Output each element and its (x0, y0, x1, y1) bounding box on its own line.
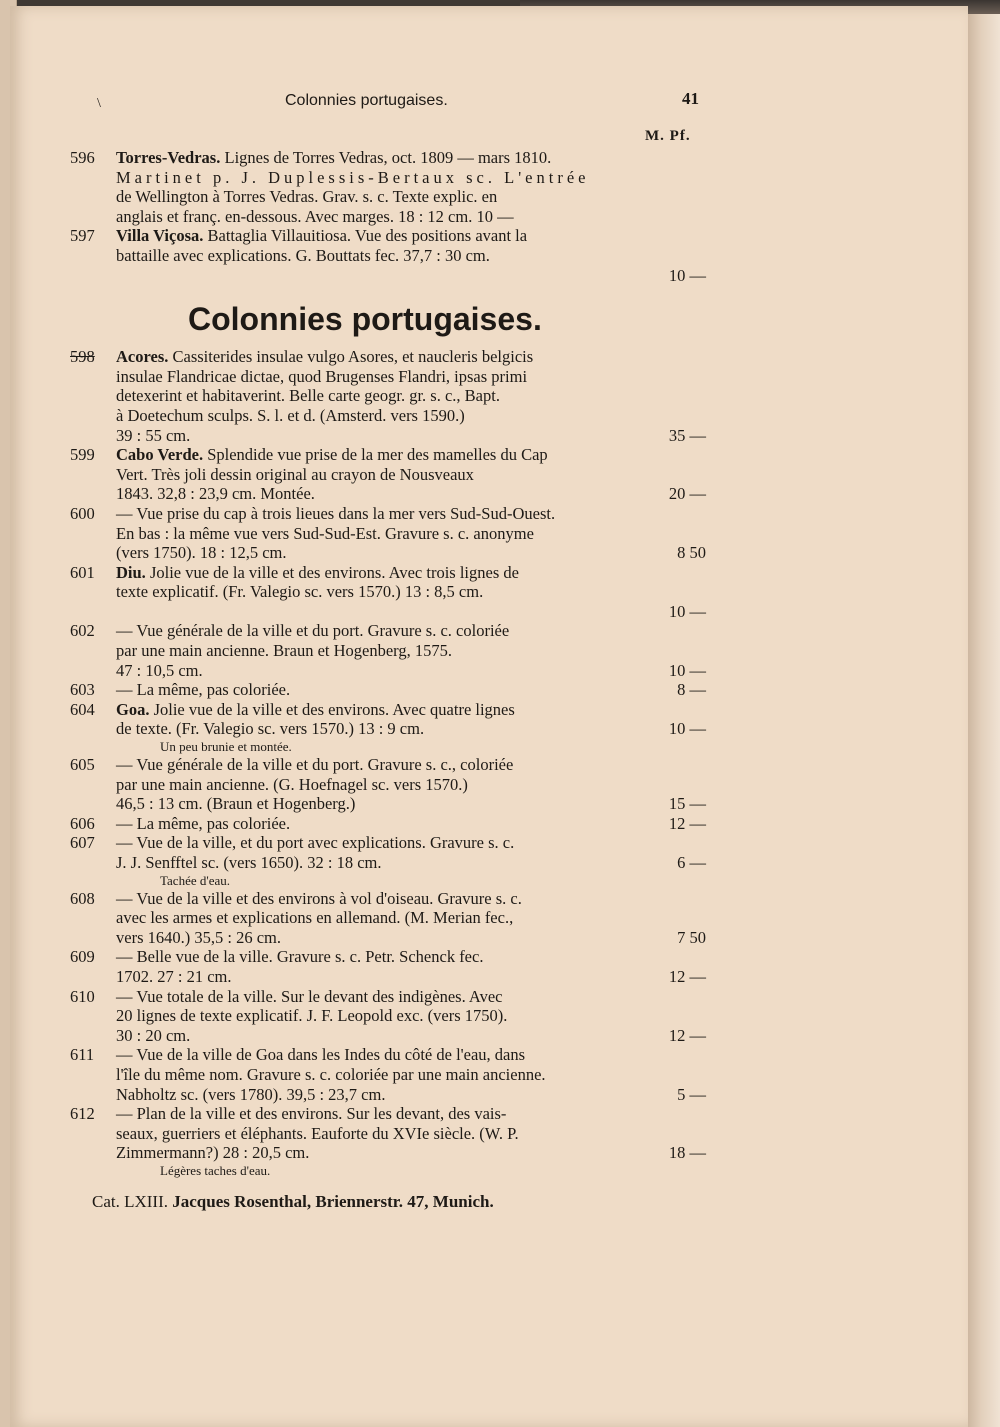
listing-line (70, 426, 710, 446)
lot-title: Cabo Verde. (116, 445, 204, 465)
lot-description: Zimmermann?) 28 : 20,5 cm. (116, 1143, 310, 1163)
lot-number: 597 (70, 226, 95, 246)
lot-description: par une main ancienne. (G. Hoefnagel sc. vers 1570.) (116, 774, 468, 794)
listing-line (70, 967, 710, 987)
lot-description: Lignes de Torres Vedras, oct. 1809 — mars 1810. (220, 148, 552, 167)
condition-text: Tachée d'eau. (160, 872, 230, 888)
listing-line (70, 524, 710, 544)
lot-text (116, 853, 382, 873)
lot-number: 607 (70, 833, 95, 853)
lot-description: 1843. 32,8 : 23,9 cm. Montée. (116, 484, 315, 504)
lot-description: anglais et franç. en-dessous. Avec marges. 18 : 12 cm. 10 — (116, 206, 514, 226)
pencil-tick: \ (97, 96, 101, 111)
lot-text (116, 426, 190, 446)
lot-number: 605 (70, 755, 95, 775)
listing-line (70, 347, 710, 367)
lot-description: vers 1640.) 35,5 : 26 cm. (116, 927, 281, 947)
footer-firm: Jacques Rosenthal, (172, 1192, 312, 1211)
lot-text (116, 226, 527, 246)
lot-description: detexerint et habitaverint. Belle carte geogr. gr. s. c., Bapt. (116, 386, 500, 406)
lot-description: battaille avec explications. G. Bouttats fec. 37,7 : 30 cm. (116, 245, 490, 265)
lot-description: de Wellington à Torres Vedras. Grav. s. c. Texte explic. en (116, 187, 498, 207)
listing-line (70, 504, 710, 524)
lot-number: 604 (70, 699, 95, 719)
currency-header: M. Pf. (645, 128, 691, 144)
lot-text (116, 1006, 507, 1026)
listing-line (70, 543, 710, 563)
lot-text (116, 928, 281, 948)
lot-description: Cassiterides insulae vulgo Asores, et naucleris belgicis (168, 347, 534, 367)
section-heading (70, 291, 710, 347)
lot-text (116, 987, 503, 1007)
lot-description: — Vue de la ville de Goa dans les Indes du côté de l'eau, dans (116, 1045, 526, 1065)
listing-line (70, 680, 710, 700)
lot-text (116, 367, 527, 387)
lot-description: par une main ancienne. Braun et Hogenberg, 1575. (116, 641, 453, 661)
entries-block-2 (70, 347, 710, 1179)
lot-price: 10 — (668, 660, 706, 680)
listing-line (70, 386, 710, 406)
condition-note (70, 739, 710, 755)
lot-text (116, 814, 290, 834)
lot-number: 606 (70, 813, 95, 833)
listing-line (70, 814, 710, 834)
lot-text (116, 347, 533, 367)
lot-price: 12 — (668, 1025, 706, 1045)
section-heading-text: Colonnies portugaises. (188, 301, 542, 338)
listing-line (70, 928, 710, 948)
lot-text (116, 1045, 525, 1065)
lot-text (116, 755, 513, 775)
listing-line (70, 853, 710, 873)
lot-text (116, 1085, 385, 1105)
lot-description: Battaglia Villauitiosa. Vue des positions avant la (203, 226, 528, 246)
lot-text (116, 833, 514, 853)
lot-description: Splendide vue prise de la mer des mamelles du Cap (203, 445, 548, 465)
listing-line (70, 794, 710, 814)
listing-line (70, 908, 710, 928)
lot-description: — Vue de la ville et des environs à vol d'oiseau. Gravure s. c. (116, 888, 522, 908)
listing-line (70, 833, 710, 853)
lot-text (116, 524, 534, 544)
listing-line (70, 755, 710, 775)
listing-line (70, 465, 710, 485)
lot-text (116, 484, 315, 504)
entries-block-1 (70, 148, 710, 285)
lot-number: 596 (70, 148, 95, 167)
lot-description: à Doetechum sculps. S. l. et d. (Amsterd. vers 1590.) (116, 405, 465, 425)
condition-note (70, 873, 710, 889)
lot-description: l'île du même nom. Gravure s. c. coloriée par une main ancienne. (116, 1064, 546, 1084)
lot-text (116, 1065, 546, 1085)
lot-description: — Vue générale de la ville et du port. Gravure s. c., coloriée (116, 755, 514, 775)
lot-description: 47 : 10,5 cm. (116, 660, 203, 680)
lot-number: 600 (70, 503, 95, 523)
listing-line (70, 168, 710, 188)
lot-text (116, 661, 203, 681)
listing-line (70, 582, 710, 602)
lot-description: 46,5 : 13 cm. (Braun et Hogenberg.) (116, 794, 356, 814)
listing-line (70, 602, 710, 622)
lot-number: 612 (70, 1104, 95, 1124)
lot-title: Torres-Vedras. (116, 148, 221, 167)
lot-description: 30 : 20 cm. (116, 1025, 191, 1045)
catalogue-footer (92, 1192, 494, 1212)
listing-line (70, 484, 710, 504)
lot-description: avec les armes et explications en allemand. (M. Merian fec., (116, 908, 514, 928)
lot-text (116, 1104, 506, 1124)
listing-line (70, 947, 710, 967)
lot-description: (vers 1750). 18 : 12,5 cm. (116, 543, 287, 563)
lot-text (116, 406, 465, 426)
listing-line (70, 621, 710, 641)
lot-price: 5 — (677, 1084, 706, 1104)
lot-text (116, 719, 424, 739)
lot-text (116, 1143, 309, 1163)
page-edge (968, 0, 1000, 1427)
listing-line (70, 563, 710, 583)
lot-number: 603 (70, 680, 95, 700)
listing-line (70, 406, 710, 426)
listing-line (70, 445, 710, 465)
lot-text (116, 889, 522, 909)
condition-text: Légères taches d'eau. (160, 1162, 271, 1178)
lot-price: 7 50 (677, 927, 706, 947)
lot-text (116, 386, 500, 406)
lot-price: 10 — (668, 265, 706, 285)
listing-line (70, 1026, 710, 1046)
listing-line (70, 266, 710, 286)
listing-line (70, 641, 710, 661)
lot-text (116, 967, 232, 987)
lot-text (116, 465, 474, 485)
lot-text (116, 700, 515, 720)
lot-number: 599 (70, 445, 95, 465)
lot-description: En bas : la même vue vers Sud-Sud-Est. Gravure s. c. anonyme (116, 523, 534, 543)
listing-line (70, 226, 710, 246)
lot-price: 10 — (668, 719, 706, 739)
listing-line (70, 148, 710, 168)
lot-price: 12 — (668, 813, 706, 833)
lot-number: 602 (70, 621, 95, 641)
lot-description: — Vue de la ville, et du port avec explications. Gravure s. c. (116, 833, 515, 853)
lot-description: Jolie vue de la ville et des environs. Avec quatre lignes (149, 699, 515, 719)
listing-line (70, 246, 710, 266)
listing-line (70, 700, 710, 720)
lot-text (116, 246, 490, 266)
lot-text (116, 1026, 190, 1046)
lot-text (116, 207, 514, 227)
listing-line (70, 187, 710, 207)
lot-text (116, 148, 551, 168)
listing-line (70, 987, 710, 1007)
lot-text (116, 504, 555, 524)
running-head: Colonnies portugaises. (285, 92, 448, 109)
lot-description: Nabholtz sc. (vers 1780). 39,5 : 23,7 cm. (116, 1084, 386, 1104)
listing-line (70, 1045, 710, 1065)
lot-text (116, 621, 509, 641)
lot-price: 8 — (677, 680, 706, 700)
listing-line (70, 719, 710, 739)
lot-price: 35 — (668, 425, 706, 445)
lot-number: 609 (70, 947, 95, 967)
lot-description: — La même, pas coloriée. (116, 680, 291, 700)
page-number: 41 (682, 89, 699, 108)
lot-price: 8 50 (677, 543, 706, 563)
listing-line (70, 1006, 710, 1026)
listing-line (70, 367, 710, 387)
listing-line (70, 1085, 710, 1105)
lot-number: 601 (70, 562, 95, 582)
lot-title: Acores. (116, 347, 169, 367)
catalogue-listing (70, 148, 710, 1179)
listing-line (70, 661, 710, 681)
lot-price: 18 — (668, 1143, 706, 1163)
lot-text (116, 582, 483, 602)
lot-description: insulae Flandricae dictae, quod Brugenses Flandri, ipsas primi (116, 366, 528, 386)
lot-number: 608 (70, 888, 95, 908)
lot-text (116, 168, 589, 188)
lot-number: 610 (70, 986, 95, 1006)
listing-line (70, 1143, 710, 1163)
lot-number: 611 (70, 1045, 95, 1065)
condition-text: Un peu brunie et montée. (160, 739, 292, 755)
lot-text (116, 641, 452, 661)
lot-title: Goa. (116, 699, 150, 719)
lot-text (116, 187, 497, 207)
lot-description: de texte. (Fr. Valegio sc. vers 1570.) 13 : 9 cm. (116, 719, 425, 739)
lot-description: Vert. Très joli dessin original au crayon de Nousveaux (116, 464, 474, 484)
lot-text (116, 775, 468, 795)
listing-line (70, 1104, 710, 1124)
listing-line (70, 207, 710, 227)
lot-price: 15 — (668, 794, 706, 814)
lot-description: 39 : 55 cm. (116, 425, 191, 445)
listing-line (70, 889, 710, 909)
lot-title: Villa Viçosa. (116, 226, 204, 246)
listing-line (70, 775, 710, 795)
lot-text (116, 794, 355, 814)
lot-description: — Vue totale de la ville. Sur le devant des indigènes. Avec (116, 986, 503, 1006)
lot-text (116, 543, 286, 563)
lot-price: 10 — (668, 601, 706, 621)
lot-title: Diu. (116, 562, 146, 582)
listing-line (70, 1065, 710, 1085)
listing-line (70, 1124, 710, 1144)
lot-description: J. J. Senfftel sc. (vers 1650). 32 : 18 cm. (116, 853, 382, 872)
lot-text (116, 908, 513, 928)
lot-description: — Vue prise du cap à trois lieues dans la mer vers Sud-Sud-Ouest. (116, 503, 556, 523)
lot-description: 20 lignes de texte explicatif. J. F. Leopold exc. (vers 1750). (116, 1006, 508, 1026)
lot-text (116, 680, 290, 700)
lot-description: seaux, guerriers et éléphants. Eauforte du XVIe siècle. (W. P. (116, 1123, 519, 1143)
lot-text (116, 947, 483, 967)
lot-description: — Belle vue de la ville. Gravure s. c. Petr. Schenck fec. (116, 947, 484, 967)
condition-note (70, 1163, 710, 1179)
lot-text (116, 445, 548, 465)
lot-description: — Plan de la ville et des environs. Sur les devant, des vais- (116, 1104, 507, 1124)
lot-price: 12 — (668, 966, 706, 986)
lot-description: Jolie vue de la ville et des environs. Avec trois lignes de (145, 562, 519, 582)
lot-description: — Vue générale de la ville et du port. Gravure s. c. coloriée (116, 621, 510, 641)
lot-number: 598 (70, 347, 95, 367)
lot-price: 20 — (668, 484, 706, 504)
footer-address: Briennerstr. 47, Munich. (315, 1192, 494, 1211)
lot-description: Martinet p. J. Duplessis-Bertaux sc. L'entrée (116, 167, 590, 187)
lot-description: — La même, pas coloriée. (116, 813, 291, 833)
lot-text (116, 1124, 519, 1144)
lot-description: 1702. 27 : 21 cm. (116, 966, 232, 986)
lot-description: texte explicatif. (Fr. Valegio sc. vers 1570.) 13 : 8,5 cm. (116, 582, 484, 602)
footer-catalogue: Cat. LXIII. (92, 1192, 169, 1211)
lot-price: 6 — (677, 853, 706, 872)
lot-text (116, 563, 519, 583)
